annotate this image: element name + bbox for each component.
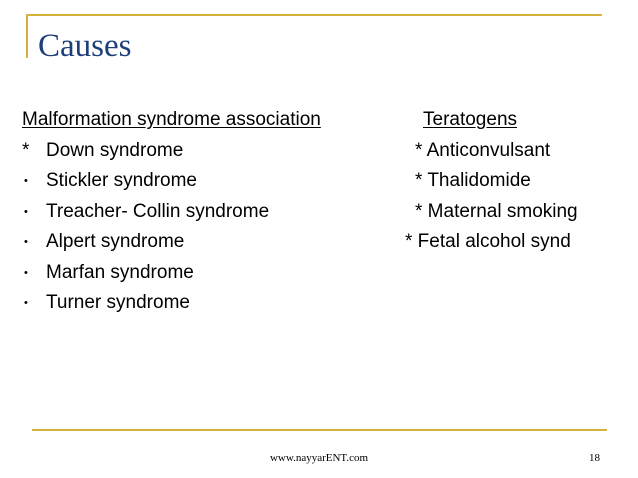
frame-left-line	[26, 14, 28, 58]
list-item-text: Alpert syndrome	[46, 231, 185, 252]
left-heading-row	[22, 105, 321, 136]
left-column	[22, 105, 321, 319]
star-marker: *	[22, 139, 30, 161]
right-item	[405, 136, 578, 167]
slide-title: Causes	[38, 28, 132, 64]
right-item-text: * Anticonvulsant	[415, 139, 551, 161]
footer-divider	[32, 429, 607, 431]
bullet-icon: •	[24, 175, 28, 187]
bullet-icon: •	[24, 266, 28, 279]
right-item-text: * Thalidomide	[415, 170, 531, 191]
list-item	[22, 288, 321, 319]
right-item-text: * Fetal alcohol synd	[405, 231, 571, 252]
right-heading: Teratogens	[423, 109, 518, 130]
bullet-icon: •	[24, 236, 28, 248]
list-item-text: Turner syndrome	[46, 292, 190, 313]
list-item	[22, 227, 321, 258]
frame-top-line	[26, 14, 602, 16]
right-item	[405, 197, 578, 228]
page-number: 18	[589, 452, 600, 464]
star-item	[22, 136, 321, 167]
bullet-icon: •	[24, 205, 28, 218]
list-item-text: Treacher- Collin syndrome	[46, 200, 270, 222]
right-item	[405, 166, 578, 197]
right-column	[405, 105, 578, 258]
list-item	[22, 166, 321, 197]
star-item-text: Down syndrome	[46, 139, 184, 161]
footer-url: www.nayyarENT.com	[269, 452, 369, 464]
list-item	[22, 197, 321, 228]
right-heading-row	[405, 105, 578, 136]
list-item-text: Marfan syndrome	[46, 261, 194, 283]
right-item	[405, 227, 578, 258]
bullet-icon: •	[24, 297, 28, 309]
left-heading: Malformation syndrome association	[22, 109, 321, 130]
right-item-text: * Maternal smoking	[415, 200, 578, 222]
list-item	[22, 258, 321, 289]
list-item-text: Stickler syndrome	[46, 170, 197, 191]
